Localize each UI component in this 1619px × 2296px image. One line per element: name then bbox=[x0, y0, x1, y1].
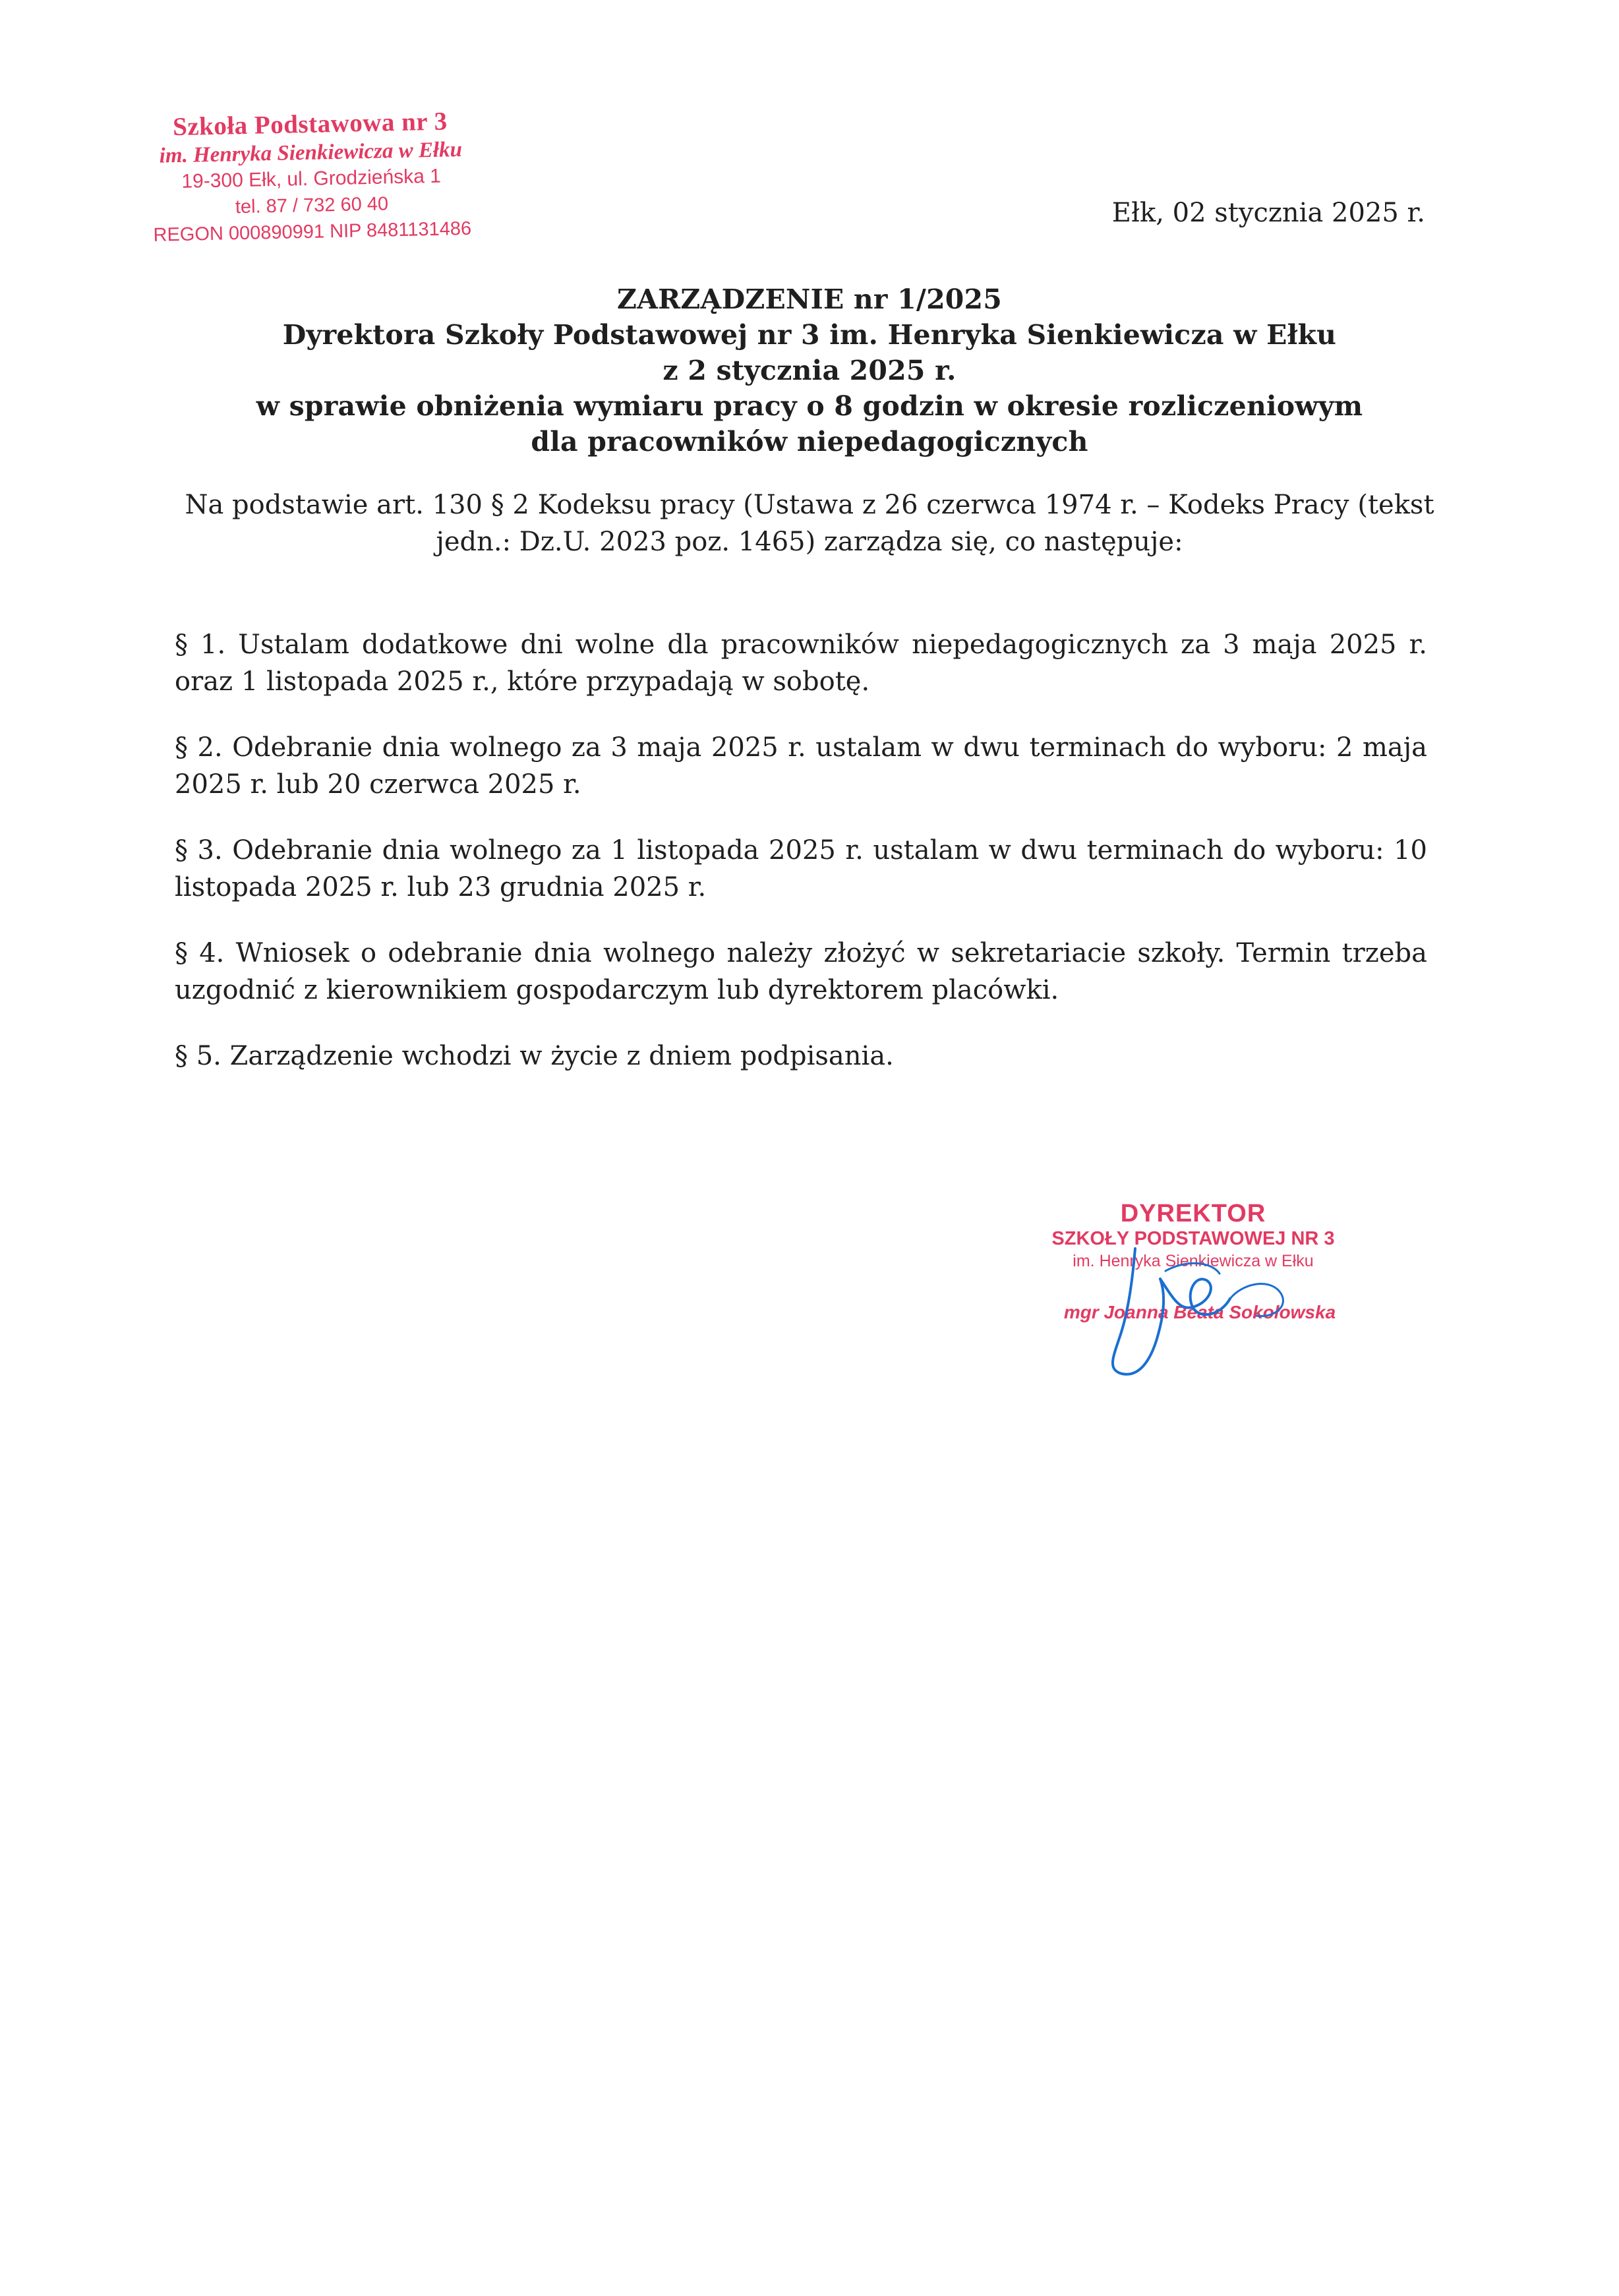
legal-basis bbox=[158, 486, 1461, 560]
document-title bbox=[132, 281, 1487, 459]
paragraph-2: § 2. Odebranie dnia wolnego za 3 maja 2025 r. ustalam w dwu terminach do wyboru: 2 maja 2025 r. lub 20 czerwca 2025 r. bbox=[175, 732, 1427, 800]
director-stamp-name: mgr Joanna Beata Sokołowska bbox=[1063, 1302, 1336, 1322]
title-line-5: dla pracowników niepedagogicznych bbox=[531, 426, 1088, 457]
title-line-1: ZARZĄDZENIE nr 1/2025 bbox=[617, 283, 1002, 315]
director-stamp-patron: im. Henryka Sienkiewicza w Ełku bbox=[1073, 1252, 1314, 1270]
school-stamp-name: Szkoła Podstawowa nr 3 bbox=[172, 107, 448, 142]
legal-basis-line-1: Na podstawie art. 130 § 2 Kodeksu pracy (Ustawa z 26 czerwca 1974 r. – Kodeks Pracy (tekst bbox=[185, 490, 1434, 520]
school-stamp-phone: tel. 87 / 732 60 40 bbox=[235, 193, 389, 218]
signature-icon bbox=[1081, 1233, 1299, 1391]
title-line-2: Dyrektora Szkoły Podstawowej nr 3 im. Henryka Sienkiewicza w Ełku bbox=[282, 319, 1337, 351]
director-stamp-school: SZKOŁY PODSTAWOWEJ NR 3 bbox=[1051, 1228, 1335, 1249]
title-line-4: w sprawie obniżenia wymiaru pracy o 8 godzin w okresie rozliczeniowym bbox=[256, 390, 1363, 422]
school-stamp-address: 19-300 Ełk, ul. Grodzieńska 1 bbox=[181, 165, 442, 192]
paragraph-3: § 3. Odebranie dnia wolnego za 1 listopada 2025 r. ustalam w dwu terminach do wyboru: 10 listopada 2025 r. lub 23 grudnia 2025 r. bbox=[175, 835, 1427, 902]
document-date: Ełk, 02 stycznia 2025 r. bbox=[1111, 198, 1425, 228]
school-stamp-patron: im. Henryka Sienkiewicza w Ełku bbox=[159, 138, 463, 168]
paragraph-1: § 1. Ustalam dodatkowe dni wolne dla pracowników niepedagogicznych za 3 maja 2025 r. oraz 1 listopada 2025 r., które przypadają w sobotę. bbox=[175, 630, 1427, 697]
paragraph-4: § 4. Wniosek o odebranie dnia wolnego należy złożyć w sekretariacie szkoły. Termin trzeba uzgodnić z kierownikiem gospodarczym lub dyrektorem placówki. bbox=[175, 938, 1427, 1005]
paragraph-5: § 5. Zarządzenie wchodzi w życie z dniem podpisania. bbox=[175, 1041, 894, 1071]
title-line-3: z 2 stycznia 2025 r. bbox=[662, 355, 957, 386]
director-stamp-title: DYREKTOR bbox=[1120, 1200, 1266, 1227]
school-stamp-regon-nip: REGON 000890991 NIP 8481131486 bbox=[153, 218, 472, 246]
school-stamp bbox=[115, 105, 507, 249]
legal-basis-line-2: jedn.: Dz.U. 2023 poz. 1465) zarządza się, co następuje: bbox=[436, 527, 1183, 557]
